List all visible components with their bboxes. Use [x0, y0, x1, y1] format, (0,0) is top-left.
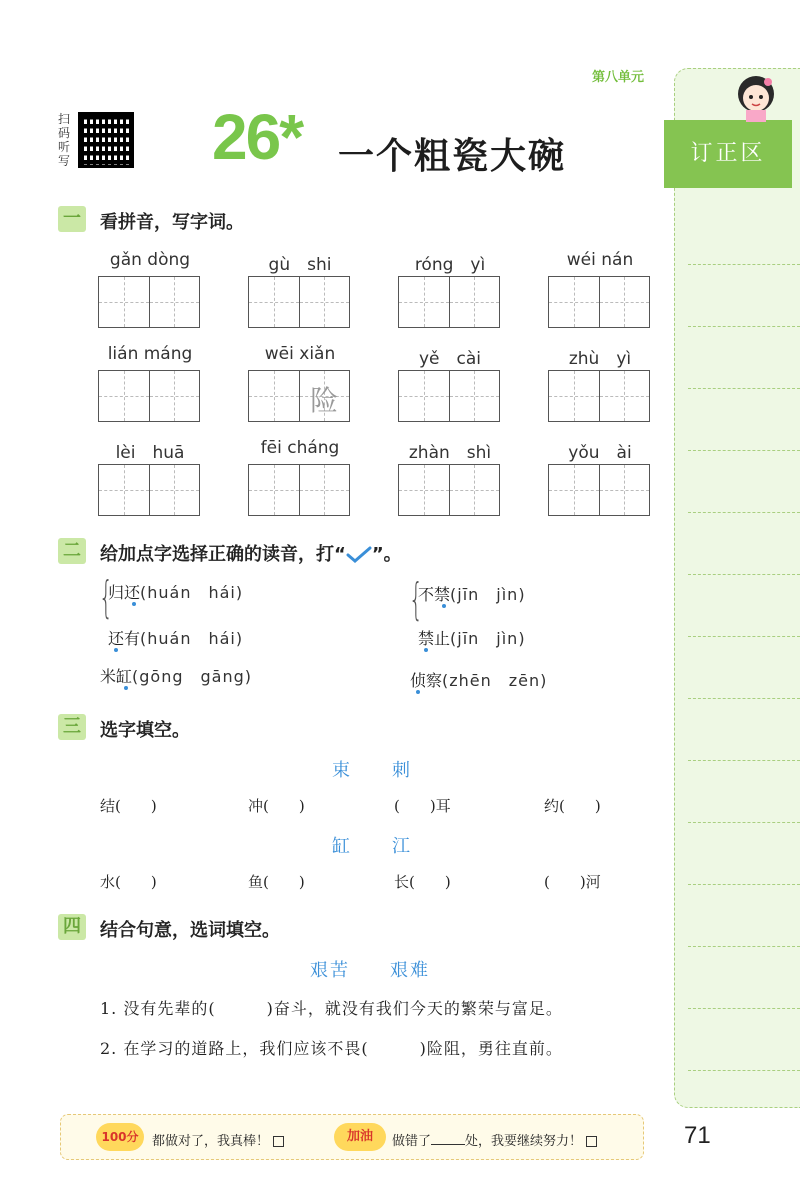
- writing-grid[interactable]: [398, 370, 500, 422]
- emphasis-dot: [132, 602, 136, 606]
- correction-line: [688, 1008, 800, 1009]
- correction-line: [688, 884, 800, 885]
- emphasis-dot: [424, 648, 428, 652]
- pinyin-label: fēi cháng: [260, 438, 340, 458]
- mistakes-text: 做错了 处，我要继续努力！: [392, 1130, 597, 1149]
- pinyin-label: zhù yì: [568, 349, 632, 369]
- writing-grid[interactable]: [98, 464, 200, 516]
- writing-grid[interactable]: [548, 370, 650, 422]
- writing-grid[interactable]: [248, 276, 350, 328]
- all-correct-checkbox[interactable]: [273, 1136, 284, 1147]
- qr-label: 扫码听写: [58, 112, 71, 168]
- writing-grid[interactable]: [248, 370, 350, 422]
- pinyin-label: róng yì: [414, 255, 486, 275]
- brace: {: [99, 572, 113, 623]
- correction-line: [688, 1070, 800, 1071]
- character-choices: 束 刺: [332, 760, 412, 781]
- all-correct-text: 都做对了，我真棒！: [152, 1130, 284, 1149]
- correction-line: [688, 946, 800, 947]
- reading-item: 不禁(jīn jìn): [418, 585, 526, 604]
- qr-code-icon[interactable]: [78, 112, 134, 168]
- correction-line: [688, 636, 800, 637]
- brace: {: [409, 574, 423, 625]
- reading-item: 禁止(jīn jìn): [418, 629, 526, 648]
- writing-grid[interactable]: [248, 464, 350, 516]
- page-number: 71: [684, 1122, 711, 1149]
- fill-item[interactable]: 冲( ): [248, 797, 305, 815]
- cartoon-girl-icon: [732, 72, 780, 124]
- sentence-item[interactable]: 2. 在学习的道路上，我们应该不畏( )险阻，勇往直前。: [100, 1039, 563, 1058]
- correction-line: [688, 326, 800, 327]
- emphasis-dot: [114, 648, 118, 652]
- fill-item[interactable]: 长( ): [394, 873, 451, 891]
- reading-item: 侦察(zhēn zēn): [410, 671, 548, 690]
- writing-grid[interactable]: [548, 464, 650, 516]
- pinyin-label: wéi nán: [566, 250, 634, 270]
- fill-item[interactable]: ( )耳: [394, 797, 451, 815]
- hint-character: 险: [310, 384, 339, 417]
- mistakes-checkbox[interactable]: [586, 1136, 597, 1147]
- pinyin-label: yǒu ài: [568, 443, 632, 463]
- reading-item: 还有(huán hái): [108, 629, 244, 648]
- correction-area-title: 订正区: [664, 120, 792, 188]
- checkmark-icon: [346, 546, 372, 564]
- emphasis-dot: [124, 686, 128, 690]
- section-title: 结合句意，选词填空。: [100, 920, 280, 941]
- writing-grid[interactable]: [98, 370, 200, 422]
- reading-item: 归还(huán hái): [108, 583, 244, 602]
- section-title: 选字填空。: [100, 720, 190, 741]
- section-badge: 四: [58, 914, 86, 940]
- sentence-item[interactable]: 1. 没有先辈的( )奋斗，就没有我们今天的繁荣与富足。: [100, 999, 563, 1018]
- fill-item[interactable]: 结( ): [100, 797, 157, 815]
- pinyin-label: gù shi: [268, 255, 332, 275]
- reading-item: 米缸(gōng gāng): [100, 667, 253, 686]
- fill-item[interactable]: ( )河: [544, 873, 601, 891]
- encourage-badge: 加油: [334, 1123, 386, 1151]
- writing-grid[interactable]: [398, 464, 500, 516]
- section-badge: 一: [58, 206, 86, 232]
- word-choices: 艰苦 艰难: [310, 960, 430, 981]
- emphasis-dot: [442, 604, 446, 608]
- correction-line: [688, 264, 800, 265]
- correction-line: [688, 760, 800, 761]
- pinyin-label: lián máng: [107, 344, 193, 364]
- pinyin-label: wēi xiǎn: [264, 344, 336, 364]
- pinyin-label: lèi huā: [115, 443, 185, 463]
- fill-item[interactable]: 鱼( ): [248, 873, 305, 891]
- emphasis-dot: [416, 690, 420, 694]
- correction-line: [688, 512, 800, 513]
- writing-grid[interactable]: [398, 276, 500, 328]
- correction-line: [688, 388, 800, 389]
- writing-grid[interactable]: [548, 276, 650, 328]
- score-badge: 100分: [96, 1123, 144, 1151]
- character-choices: 缸 江: [332, 836, 412, 857]
- correction-line: [688, 450, 800, 451]
- lesson-title: 一个粗瓷大碗: [338, 136, 567, 177]
- section-title: 看拼音，写字词。: [100, 212, 244, 233]
- mistake-count-blank[interactable]: [431, 1144, 465, 1145]
- correction-line: [688, 574, 800, 575]
- fill-item[interactable]: 约( ): [544, 797, 601, 815]
- pinyin-label: yě cài: [418, 349, 481, 369]
- pinyin-label: gǎn dòng: [109, 250, 191, 270]
- section-badge: 二: [58, 538, 86, 564]
- writing-grid[interactable]: [98, 276, 200, 328]
- correction-line: [688, 698, 800, 699]
- lesson-number: 26*: [212, 101, 303, 173]
- correction-area: [674, 68, 800, 1108]
- fill-item[interactable]: 水( ): [100, 873, 157, 891]
- pinyin-label: zhàn shì: [408, 443, 492, 463]
- correction-line: [688, 822, 800, 823]
- section-title: 给加点字选择正确的读音，打“ ”。: [100, 544, 402, 565]
- unit-label: 第八单元: [592, 70, 645, 85]
- section-badge: 三: [58, 714, 86, 740]
